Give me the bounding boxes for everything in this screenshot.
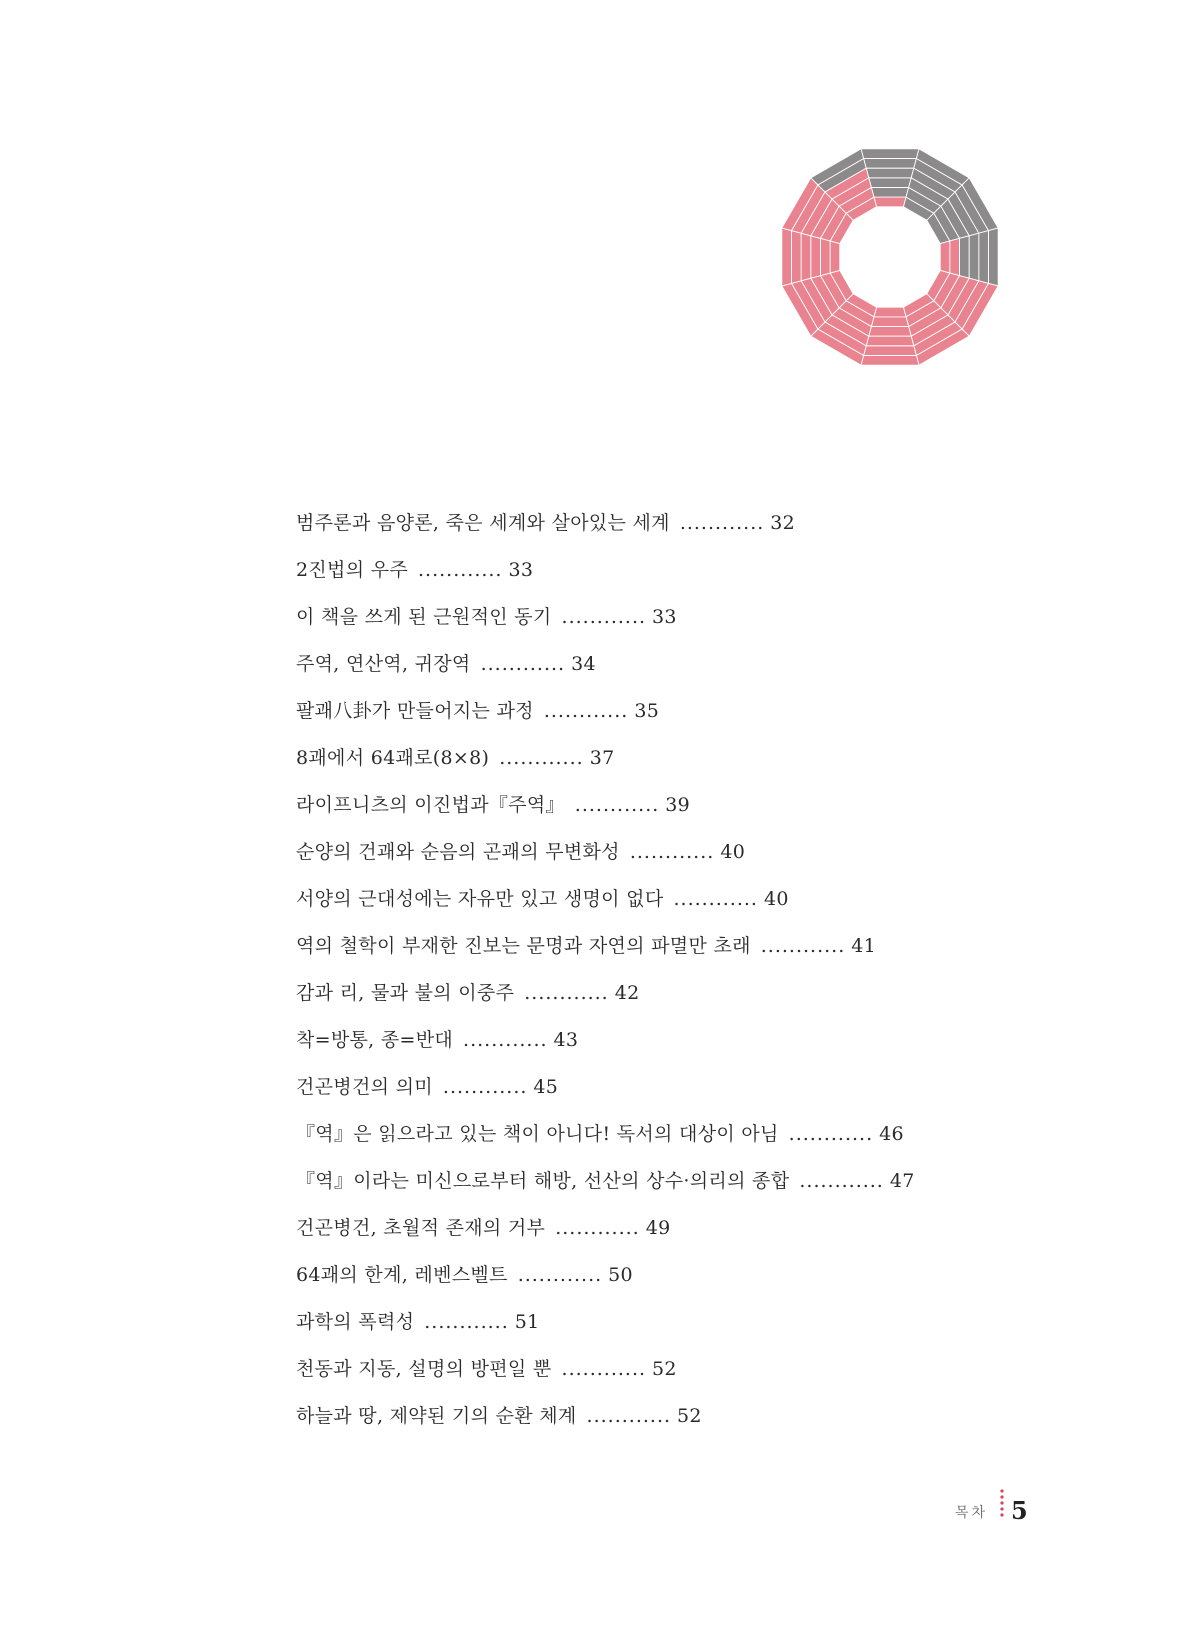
toc-entry-title: 천동과 지동, 설명의 방편일 뿐	[296, 1358, 552, 1380]
toc-entry	[296, 649, 915, 696]
ornament-segment	[801, 233, 811, 281]
toc-entry	[296, 837, 915, 884]
toc-entry	[296, 931, 915, 978]
ornament-segment	[864, 346, 917, 356]
toc-leader-dots: ............	[499, 747, 584, 769]
page-number: 5	[1011, 1496, 1028, 1525]
ornament-segment	[861, 149, 919, 159]
toc-entry-title: 8괘에서 64괘로(8×8)	[296, 747, 490, 769]
ornament-segment	[874, 307, 906, 317]
toc-entry	[296, 1119, 915, 1166]
toc-page-number: 33	[508, 559, 534, 581]
toc-page-number: 52	[677, 1405, 702, 1427]
toc-entry-title: 범주론과 음양론, 죽은 세계와 살아있는 세계	[296, 512, 670, 534]
ornament-segment	[869, 178, 911, 188]
toc-entry-title: 감과 리, 물과 불의 이중주	[296, 982, 515, 1004]
toc-page-number: 49	[645, 1217, 671, 1239]
toc-page-number: 51	[514, 1311, 540, 1333]
toc-leader-dots: ............	[799, 1170, 884, 1192]
toc-entry	[296, 602, 915, 649]
toc-leader-dots: ............	[561, 1358, 647, 1380]
ornament-segment	[979, 231, 989, 284]
toc-entry-title: 주역, 연산역, 귀장역	[296, 653, 471, 675]
toc-leader-dots: ............	[424, 1311, 509, 1333]
ornament-segment	[871, 317, 908, 327]
ornament-segment	[871, 187, 908, 197]
toc-entry-title: 『역』은 읽으라고 있는 책이 아니다! 독서의 대상이 아님	[296, 1123, 779, 1145]
toc-leader-dots: ............	[524, 982, 609, 1004]
toc-page-number: 39	[665, 794, 691, 816]
toc-entry-title: 『역』이라는 미신으로부터 해방, 선산의 상수·의리의 종합	[296, 1170, 790, 1192]
table-of-contents	[296, 508, 915, 1448]
ornament-segment	[989, 228, 999, 286]
toc-leader-dots: ............	[442, 1076, 528, 1098]
dodecagon-ring-ornament-icon	[775, 142, 1005, 372]
ornament-segment	[864, 158, 917, 168]
toc-entry	[296, 978, 915, 1025]
dotted-divider	[1000, 1488, 1004, 1518]
toc-entry-title: 64괘의 한계, 레벤스벨트	[296, 1264, 508, 1286]
toc-entry	[296, 1260, 915, 1307]
toc-entry-title: 건곤병건, 초월적 존재의 거부	[296, 1217, 546, 1239]
toc-leader-dots: ............	[543, 700, 629, 722]
toc-leader-dots: ............	[629, 841, 715, 863]
ornament-segment	[869, 327, 911, 337]
toc-leader-dots: ............	[480, 653, 566, 675]
ornament-segment	[830, 241, 840, 273]
ornament-segment	[960, 236, 970, 278]
toc-entry	[296, 884, 915, 931]
toc-entry-title: 팔괘八卦가 만들어지는 과정	[296, 700, 534, 722]
toc-leader-dots: ............	[463, 1029, 548, 1051]
toc-leader-dots: ............	[561, 606, 647, 628]
toc-page-number: 45	[533, 1076, 559, 1098]
toc-entry-title: 이 책을 쓰게 된 근원적인 동기	[296, 606, 552, 628]
toc-entry	[296, 1401, 915, 1448]
toc-leader-dots: ............	[586, 1405, 672, 1427]
ornament-segment	[820, 238, 830, 275]
toc-entry-title: 2진법의 우주	[296, 559, 408, 581]
toc-page-number: 40	[720, 841, 746, 863]
toc-entry	[296, 555, 915, 602]
toc-page-number: 42	[614, 982, 640, 1004]
ornament-segment	[866, 168, 914, 178]
toc-page-number: 43	[553, 1029, 579, 1051]
toc-entry-title: 역의 철학이 부재한 진보는 문명과 자연의 파멸만 초래	[296, 935, 751, 957]
toc-page-number: 32	[770, 512, 796, 534]
page-footer	[955, 1488, 1055, 1528]
ornament-segment	[874, 197, 906, 207]
toc-entry	[296, 743, 915, 790]
toc-entry-title: 서양의 근대성에는 자유만 있고 생명이 없다	[296, 888, 664, 910]
ornament-segment	[969, 233, 979, 281]
toc-entry-title: 과학의 폭력성	[296, 1311, 415, 1333]
toc-entry-title: 착=방통, 종=반대	[296, 1029, 454, 1051]
toc-leader-dots: ............	[760, 935, 846, 957]
toc-entry	[296, 790, 915, 837]
toc-entry	[296, 1213, 915, 1260]
toc-entry	[296, 508, 915, 555]
toc-leader-dots: ............	[517, 1264, 603, 1286]
ornament-segment	[811, 236, 821, 278]
toc-page-number: 35	[634, 700, 660, 722]
toc-entry	[296, 1166, 915, 1213]
toc-entry	[296, 1025, 915, 1072]
toc-entry	[296, 1072, 915, 1119]
ornament-segment	[861, 356, 919, 366]
toc-page-number: 52	[652, 1358, 677, 1380]
toc-page-number: 34	[571, 653, 596, 675]
toc-leader-dots: ............	[673, 888, 758, 910]
toc-entry	[296, 1307, 915, 1354]
ornament-segment	[782, 228, 792, 286]
toc-page-number: 50	[608, 1264, 633, 1286]
toc-page-number: 41	[851, 935, 877, 957]
section-label: 목차	[955, 1505, 989, 1521]
toc-page-number: 33	[652, 606, 677, 628]
ornament-segment	[791, 231, 801, 284]
toc-leader-dots: ............	[418, 559, 503, 581]
toc-page-number: 46	[879, 1123, 904, 1145]
toc-leader-dots: ............	[555, 1217, 640, 1239]
toc-entry-title: 하늘과 땅, 제약된 기의 순환 체계	[296, 1405, 577, 1427]
ornament-segment	[866, 336, 914, 346]
toc-entry	[296, 696, 915, 743]
toc-leader-dots: ............	[679, 512, 765, 534]
toc-entry	[296, 1354, 915, 1401]
toc-page-number: 47	[889, 1170, 915, 1192]
toc-page-number: 40	[763, 888, 789, 910]
toc-page-number: 37	[589, 747, 615, 769]
ornament-segment	[940, 241, 950, 273]
toc-leader-dots: ............	[788, 1123, 874, 1145]
toc-leader-dots: ............	[574, 794, 660, 816]
toc-entry-title: 건곤병건의 의미	[296, 1076, 433, 1098]
ornament-segment	[950, 238, 960, 275]
toc-entry-title: 라이프니츠의 이진법과『주역』	[296, 794, 565, 816]
toc-entry-title: 순양의 건괘와 순음의 곤괘의 무변화성	[296, 841, 620, 863]
